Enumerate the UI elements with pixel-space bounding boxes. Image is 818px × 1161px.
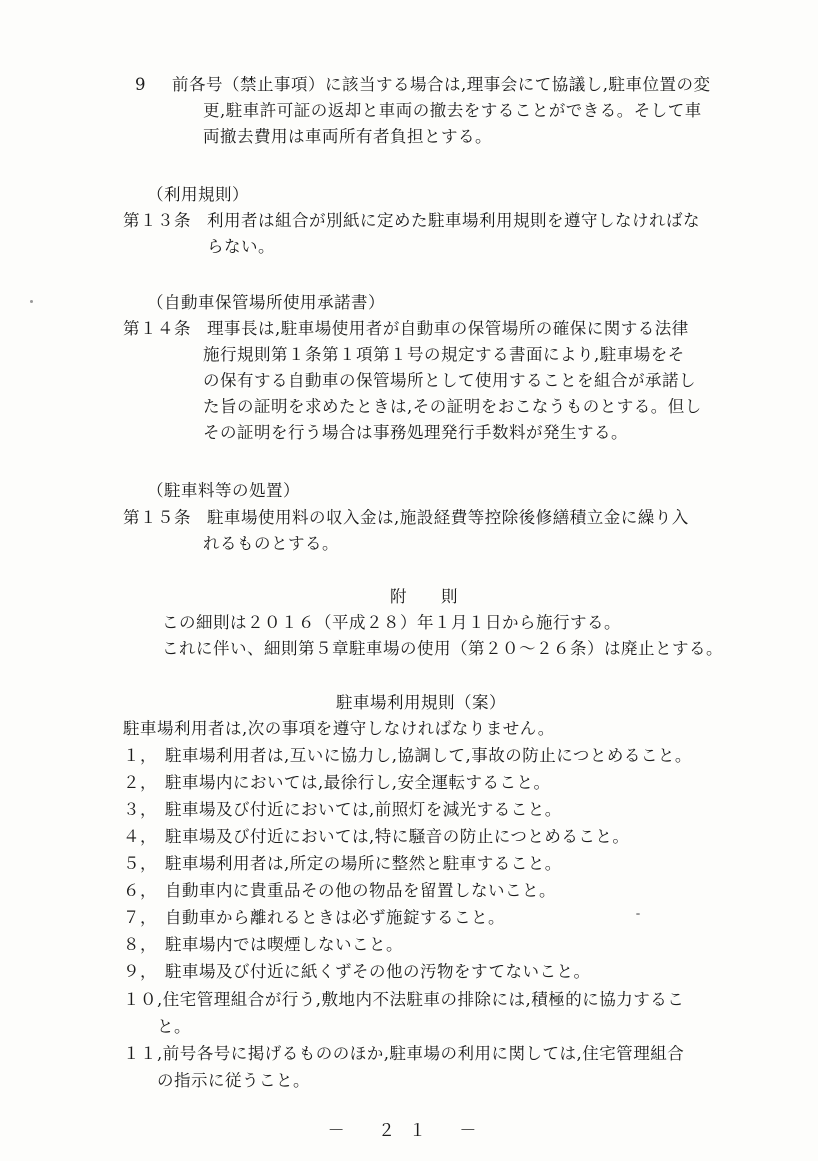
- item9-line-1: 前各号（禁止事項）に該当する場合は,理事会にて協議し,駐車位置の変: [172, 75, 711, 94]
- supplementary-line-2: これに伴い、細則第５章駐車場の使用（第２０～２６条）は廃止とする。: [162, 639, 723, 658]
- art15-heading: （駐車料等の処置）: [147, 481, 300, 500]
- rule-item-3-text: 駐車場及び付近においては,前照灯を減光すること。: [165, 800, 562, 819]
- art15-label: 第１５条: [123, 508, 191, 527]
- rules-title: 駐車場利用規則（案）: [336, 693, 506, 712]
- item9-line-3: 両撤去費用は車両所有者負担とする。: [203, 127, 492, 146]
- art14-line-1: 理事長は,駐車場使用者が自動車の保管場所の確保に関する法律: [207, 319, 689, 338]
- rule-item-5-text: 駐車場利用者は,所定の場所に整然と駐車すること。: [165, 854, 562, 873]
- rule-item-11-line-1: １１,前号各号に掲げるもののほか,駐車場の利用に関しては,住宅管理組合: [123, 1044, 685, 1063]
- rule-item-8-text: 駐車場内では喫煙しないこと。: [165, 935, 403, 954]
- rule-item-1-text: 駐車場利用者は,互いに協力し,協調して,事故の防止につとめること。: [165, 746, 692, 765]
- art14-line-5: その証明を行う場合は事務処理発行手数料が発生する。: [203, 423, 628, 442]
- page-number: － ２１ －: [327, 1121, 491, 1141]
- art13-line-1: 利用者は組合が別紙に定めた駐車場利用規則を遵守しなければな: [207, 211, 700, 230]
- rule-item-3-num: ３，: [123, 800, 157, 819]
- scan-speck: [30, 300, 33, 303]
- art14-line-4: た旨の証明を求めたときは,その証明をおこなうものとする。但し: [203, 397, 702, 416]
- art15-line-2: れるものとする。: [203, 534, 339, 553]
- art14-heading: （自動車保管場所使用承諾書）: [147, 293, 385, 312]
- rule-item-2-text: 駐車場内においては,最徐行し,安全運転すること。: [165, 773, 551, 792]
- rule-item-1-num: １，: [123, 746, 157, 765]
- rule-item-6-num: ６，: [123, 881, 157, 900]
- rule-item-10-line-1: １０,住宅管理組合が行う,敷地内不法駐車の排除には,積極的に協力するこ: [123, 990, 685, 1009]
- rule-item-7-text: 自動車から離れるときは必ず施錠すること。: [165, 908, 505, 927]
- rule-item-9-text: 駐車場及び付近に紙くずその他の汚物をすてないこと。: [165, 962, 591, 981]
- rule-item-2-num: ２，: [123, 773, 157, 792]
- art14-label: 第１４条: [123, 319, 191, 338]
- supplementary-line-1: この細則は２０１６（平成２８）年１月１日から施行する。: [162, 613, 621, 632]
- item9-line-2: 更,駐車許可証の返却と車両の撤去をすることができる。そして車: [203, 101, 702, 120]
- art13-line-2: らない。: [207, 237, 275, 256]
- art13-label: 第１３条: [123, 211, 191, 230]
- art14-line-2: 施行規則第１条第１項第１号の規定する書面により,駐車場をそ: [203, 345, 685, 364]
- rule-item-8-num: ８，: [123, 935, 157, 954]
- rule-item-7-num: ７，: [123, 908, 157, 927]
- rule-item-4-num: ４，: [123, 827, 157, 846]
- rule-item-6-text: 自動車内に貴重品その他の物品を留置しないこと。: [165, 881, 556, 900]
- scan-speck: [636, 913, 640, 915]
- supplementary-title: 附 則: [390, 587, 458, 606]
- rule-item-9-num: ９，: [123, 962, 157, 981]
- art13-heading: （利用規則）: [147, 185, 249, 204]
- art14-line-3: の保有する自動車の保管場所として使用することを組合が承諾し: [203, 371, 696, 390]
- item9-number: 9: [135, 75, 146, 94]
- rule-item-5-num: ５，: [123, 854, 157, 873]
- rules-intro: 駐車場利用者は,次の事項を遵守しなければなりません。: [123, 719, 555, 738]
- rule-item-10-line-2: と。: [157, 1017, 191, 1036]
- rule-item-11-line-2: の指示に従うこと。: [157, 1071, 310, 1090]
- art15-line-1: 駐車場使用料の収入金は,施設経費等控除後修繕積立金に繰り入: [207, 508, 689, 527]
- rule-item-4-text: 駐車場及び付近においては,特に騒音の防止につとめること。: [165, 827, 630, 846]
